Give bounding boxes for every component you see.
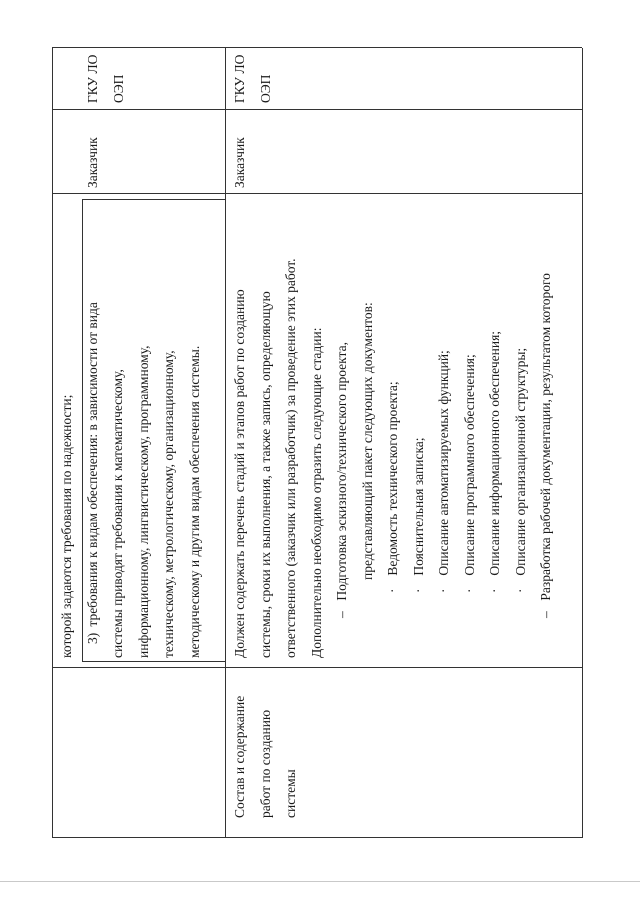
bullet-marker: · (410, 588, 426, 593)
content-line: Должен содержать перечень стадий и этапов работ по созданию (232, 289, 247, 658)
bullet-marker: · (512, 588, 528, 593)
table-border-right (52, 47, 582, 48)
table-col-divider (52, 109, 582, 110)
content-line: Описание автоматизируемых функций; (436, 350, 451, 576)
table-border-left (52, 837, 582, 838)
dash-marker: – (538, 611, 553, 618)
stage-line: Состав и содержание (232, 695, 247, 818)
bullet-marker: · (461, 588, 477, 593)
content-line: Описание программного обеспечения; (461, 354, 477, 576)
inner-table-line (82, 661, 225, 662)
content-line: ответственного (заказчик или разработчик) за проведение этих работ. (283, 258, 298, 658)
content-line: Подготовка эскизного/технического проекта, (334, 342, 349, 601)
responsible-line: ГКУ ЛО (85, 54, 100, 103)
content-item (457, 208, 483, 658)
content-line: представляющий пакет следующих документов: (359, 302, 375, 580)
party-cell: Заказчик (85, 137, 100, 188)
content-line: Пояснительная записка; (410, 437, 426, 576)
content-cell (227, 208, 559, 658)
requirements-line: требования к видам обеспечения: в зависимости от вида (84, 302, 100, 627)
responsible-line: ГКУ ЛО (232, 54, 247, 103)
content-item (482, 208, 508, 658)
content-item (406, 208, 432, 658)
page-edge-line (0, 881, 640, 882)
responsible-cell (227, 48, 278, 103)
dash-marker: – (334, 611, 349, 618)
stage-line: работ по созданию (257, 709, 273, 818)
content-line: Дополнительно необходимо отразить следующие стадии: (308, 327, 324, 658)
requirements-line: информационному, лингвистическому, программному, (135, 345, 151, 658)
inner-table-line (82, 199, 225, 200)
bullet-marker: · (385, 588, 400, 593)
content-line: Ведомость технического проекта; (385, 381, 400, 576)
party-cell: Заказчик (232, 137, 247, 188)
stage-line: системы (283, 769, 298, 818)
responsible-line: ОЭП (257, 74, 273, 103)
table-border-bottom (582, 48, 583, 838)
bullet-marker: · (436, 588, 451, 593)
content-item (431, 208, 457, 658)
requirements-line: которой задаются требования по надежности; (59, 394, 74, 658)
content-item (533, 208, 559, 658)
table-col-divider (52, 193, 582, 194)
responsible-line: ОЭП (110, 74, 126, 103)
content-item (329, 208, 355, 658)
table-row-divider (225, 48, 226, 838)
stage-cell (227, 678, 304, 818)
rotated-table (52, 48, 582, 838)
table-border-top (52, 48, 53, 838)
requirements-line: методическому и другим видам обеспечения системы. (186, 345, 202, 658)
bullet-marker: · (487, 588, 502, 593)
item-marker: 3) (84, 632, 100, 644)
content-line: Разработка рабочей документации, результатом которого (538, 273, 553, 601)
content-item (508, 208, 534, 658)
content-line: системы, сроки их выполнения, а также запись, определяющую (257, 291, 273, 658)
table-col-divider (52, 667, 582, 668)
requirements-line: системы приводят требования к математическому, (110, 369, 125, 658)
requirements-line: техническому, метрологическому, организационному, (161, 350, 176, 658)
content-item (380, 208, 406, 658)
content-line: Описание организационной структуры; (512, 347, 528, 576)
requirements-item (80, 208, 106, 658)
responsible-cell (80, 48, 131, 103)
content-line: Описание информационного обеспечения; (487, 330, 502, 576)
requirements-cell (54, 208, 207, 658)
